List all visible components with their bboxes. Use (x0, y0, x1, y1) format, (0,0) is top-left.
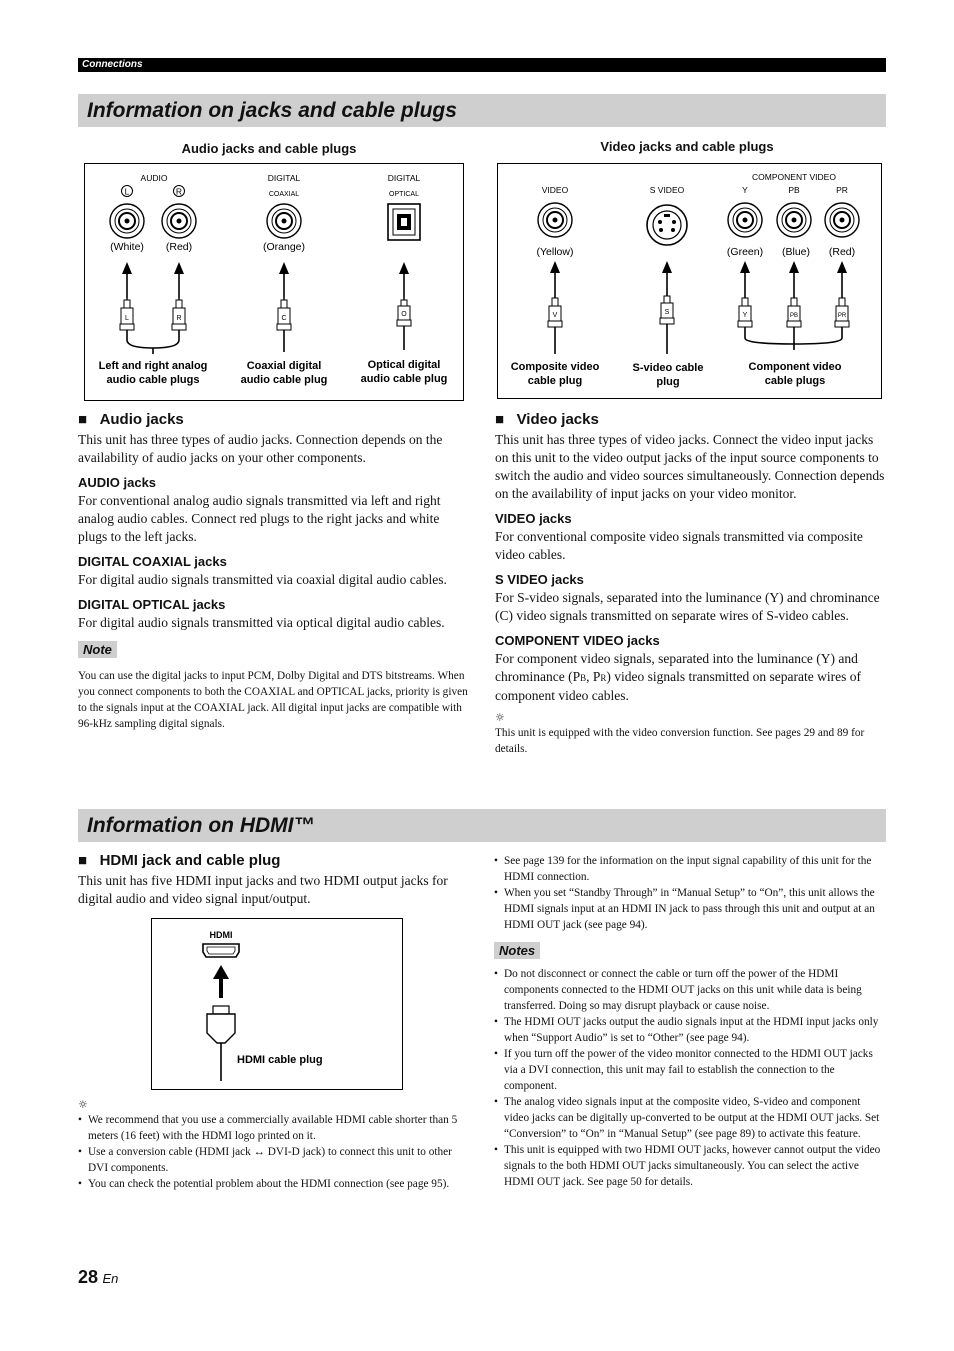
plug-v-mark: V (552, 312, 558, 319)
video-sub1-text: For conventional composite video signals transmitted via composite video cables. (495, 529, 863, 562)
plug-r-mark: R (176, 315, 182, 322)
arrow-up-icon (122, 262, 132, 298)
sub3-text-c: ) video signals transmitted on separate wires of component video cables. (495, 669, 861, 703)
color-red-label: (Red) (828, 246, 856, 258)
hdmi-jack-intro: This unit has five HDMI input jacks and two HDMI output jacks for digital audio and video signal input/output. (78, 873, 448, 906)
caption-coax-line2: audio cable plug (240, 374, 328, 386)
rca-jack-coaxial (267, 204, 301, 238)
hdmi-note-item: • If you turn off the power of the video monitor connected to the HDMI OUT jacks via a DVI connection, this unit may fail to establish the connection to the component. (494, 1046, 886, 1094)
hdmi-note-item: • The HDMI OUT jacks output the audio signals input at the HDMI input jacks only when “Support Audio” is set to “Other” (see page 94). (494, 1014, 886, 1046)
composite-video-plug (548, 298, 562, 354)
arrow-up-icon (174, 262, 184, 298)
arrow-up-icon (550, 261, 560, 298)
audio-jacks-heading: ■ Audio jacks (78, 411, 184, 428)
color-yellow-label: (Yellow) (536, 246, 574, 258)
video-sub2-text: For S-video signals, separated into the luminance (Y) and chrominance (C) video signals transmitted on separate wires of S-video cables. (495, 590, 880, 623)
digital-coax-label: DIGITAL (267, 173, 301, 183)
jack-l-mark: L (124, 186, 130, 197)
hdmi-note-item: • This unit is equipped with two HDMI OUT jacks, however cannot output the video signals to the both HDMI OUT jacks simultaneously. You can select the active HDMI OUT jack. See page 50 for details. (494, 1142, 886, 1190)
optical-sublabel: OPTICAL (389, 191, 419, 198)
coaxial-sublabel: COAXIAL (268, 191, 300, 198)
caption-composite-line2: cable plug (527, 375, 583, 387)
video-jacks-heading: ■ Video jacks (495, 411, 599, 428)
component-plugs (738, 298, 849, 350)
hdmi-jack-heading: ■ HDMI jack and cable plug (78, 852, 281, 869)
sub3-sub-r: R (600, 673, 607, 683)
hdmi-fig-caption: HDMI cable plug (237, 1054, 323, 1066)
hdmi-jack-heading-text: HDMI jack and cable plug (99, 852, 281, 869)
audio-sub1-heading: AUDIO jacks (78, 475, 157, 490)
caption-svideo-line1: S-video cable (632, 362, 704, 374)
audio-sub3-text: For digital audio signals transmitted via optical digital audio cables. (78, 615, 445, 630)
component-pb-jack (777, 203, 811, 237)
audio-figure (84, 163, 464, 401)
pr-label: PR (836, 185, 848, 195)
video-figure (497, 163, 882, 399)
caption-coax-line1: Coaxial digital (246, 360, 322, 372)
pb-label: PB (788, 185, 800, 195)
notes-label: Notes (494, 942, 540, 959)
jacks-section-title: Information on jacks and cable plugs (78, 94, 886, 127)
audio-sub2-heading: DIGITAL COAXIAL jacks (78, 554, 227, 569)
plug-pb-mark: PB (789, 313, 799, 319)
audio-note-text: You can use the digital jacks to input PCM, Dolby Digital and DTS bitstreams. When you connect components to both the COAXIAL and OPTICAL jacks, priority is given to the signals input at the COAXIAL jack. All digital input jacks are compatible with 96-kHz sampling digital signals. (78, 670, 468, 730)
plug-y-mark: Y (742, 312, 748, 319)
video-sub3-heading: COMPONENT VIDEO jacks (495, 633, 660, 648)
rca-plug-coaxial (277, 298, 291, 352)
color-green-label: (Green) (726, 246, 764, 258)
sub3-text-a: For component video signals, separated into the luminance (Y) and chrominance (P (495, 651, 858, 684)
caption-svideo-line2: plug (656, 376, 680, 388)
caption-analog-line2: audio cable plugs (106, 374, 200, 386)
color-orange-label: (Orange) (262, 241, 306, 253)
plug-s-mark: S (664, 309, 670, 316)
video-tip-text: This unit is equipped with the video conversion function. See pages 29 and 89 for details. (495, 727, 865, 755)
arrow-up-icon (740, 261, 750, 298)
plug-l-mark: L (125, 315, 129, 322)
hdmi-jack-section (78, 852, 470, 908)
hdmi-bullet-item: • When you set “Standby Through” in “Manual Setup” to “On”, this unit allows the HDMI signals input at an HDMI IN jack to pass through this unit and output at an HDMI OUT jack (see page 94). (494, 885, 886, 933)
optical-jack (388, 204, 420, 240)
video-jacks-diagram (498, 164, 881, 398)
hdmi-note-item: • The analog video signals input at the composite video, S-video and component video jacks can be digitally up-converted to be output at the HDMI OUT jacks. Set “Conversion” to “On” in “Manual Setup” (see page 89) to activate this feature. (494, 1094, 886, 1142)
hdmi-right-column (494, 853, 886, 1190)
component-y-jack (728, 203, 762, 237)
component-label: COMPONENT VIDEO (752, 172, 836, 182)
hdmi-tip-item: • You can check the potential problem about the HDMI connection (see page 95). (78, 1176, 470, 1192)
hdmi-section-title: Information on HDMI™ (78, 809, 886, 842)
arrow-up-icon (789, 261, 799, 298)
arrow-up-icon (279, 262, 289, 298)
section-label: Connections (82, 59, 143, 70)
composite-video-jack (538, 203, 572, 237)
plug-pr-mark: PR (837, 313, 847, 319)
hdmi-tips (78, 1098, 470, 1192)
page-footer (78, 1267, 118, 1288)
page-lang: En (102, 1271, 119, 1286)
rca-plug-right (172, 298, 186, 330)
sub3-sub-b: B (580, 673, 587, 683)
video-sub2-heading: S VIDEO jacks (495, 572, 584, 587)
color-red-label: (Red) (165, 241, 193, 253)
plug-o-mark: O (401, 311, 407, 318)
color-white-label: (White) (110, 241, 144, 253)
video-jacks-intro: This unit has three types of video jacks. Connect the video input jacks on this unit to the video output jacks of the input source components to switch the audio and video sources simultaneously. Connection depends on the availability of input jacks on your video monitor. (495, 432, 885, 501)
tip-bulb-icon: ☼ (495, 711, 505, 724)
hdmi-plug-icon (207, 1006, 235, 1081)
jack-r-mark: R (175, 186, 183, 197)
hdmi-figure (151, 918, 403, 1090)
hdmi-diagram (152, 919, 402, 1089)
caption-opt-line1: Optical digital (367, 359, 441, 371)
video-sub3-text (495, 650, 887, 705)
rca-jack-right (162, 204, 196, 238)
hdmi-bullet-item: • See page 139 for the information on the input signal capability of this unit for the HDMI connection. (494, 853, 886, 885)
plug-c-mark: C (281, 315, 287, 322)
component-pr-jack (825, 203, 859, 237)
arrow-up-icon (213, 965, 229, 998)
svideo-jack (647, 205, 687, 245)
section-header-bar (78, 58, 886, 72)
audio-group-label: AUDIO (140, 173, 168, 183)
page-number: 28 (78, 1267, 99, 1287)
hdmi-tip-item: • Use a conversion cable (HDMI jack ↔ DVI-D jack) to connect this unit to other DVI components. (78, 1144, 470, 1176)
audio-jacks-diagram (85, 164, 463, 400)
hdmi-tip-item: • We recommend that you use a commercially available HDMI cable shorter than 5 meters (16 feet) with the HDMI logo printed on it. (78, 1112, 470, 1144)
video-jacks-heading-text: Video jacks (516, 411, 599, 428)
audio-figure-title: Audio jacks and cable plugs (181, 141, 357, 156)
digital-opt-label: DIGITAL (387, 173, 421, 183)
caption-analog-line1: Left and right analog (98, 360, 208, 372)
video-jacks-section (495, 411, 887, 757)
caption-component-line2: cable plugs (764, 375, 826, 387)
video-sub1-heading: VIDEO jacks (495, 511, 572, 526)
audio-sub2-text: For digital audio signals transmitted via coaxial digital audio cables. (78, 572, 447, 587)
video-label: VIDEO (541, 185, 569, 195)
caption-composite-line1: Composite video (510, 361, 600, 373)
caption-opt-line2: audio cable plug (360, 373, 448, 385)
optical-plug (397, 298, 411, 350)
sub3-text-b: , P (586, 669, 601, 684)
svideo-plug (660, 296, 674, 354)
y-label: Y (742, 185, 748, 195)
audio-jacks-section (78, 411, 470, 732)
hdmi-jack-icon (203, 944, 239, 957)
hdmi-note-item: • Do not disconnect or connect the cable or turn off the power of the HDMI components connected to the HDMI OUT jacks on this unit while data is being transferred. Doing so may disrupt playback or cause noise. (494, 966, 886, 1014)
audio-jacks-intro: This unit has three types of audio jacks. Connection depends on the availability of audio jacks on your other components. (78, 432, 443, 465)
note-label: Note (78, 641, 117, 658)
caption-component-line1: Component video (748, 361, 842, 373)
svideo-label: S VIDEO (649, 185, 685, 195)
hdmi-fig-label: HDMI (209, 930, 233, 940)
audio-sub3-heading: DIGITAL OPTICAL jacks (78, 597, 226, 612)
arrow-up-icon (399, 262, 409, 298)
video-figure-title: Video jacks and cable plugs (600, 139, 774, 154)
rca-jack-left (110, 204, 144, 238)
color-blue-label: (Blue) (781, 246, 811, 258)
arrow-up-icon (662, 261, 672, 296)
rca-plug-left (120, 298, 182, 354)
audio-sub1-text: For conventional analog audio signals transmitted via left and right analog audio cables. Connect red plugs to the right jacks and white plugs to the left jacks. (78, 493, 441, 544)
audio-jacks-heading-text: Audio jacks (99, 411, 184, 428)
tip-bulb-icon: ☼ (78, 1098, 88, 1111)
arrow-up-icon (837, 261, 847, 298)
